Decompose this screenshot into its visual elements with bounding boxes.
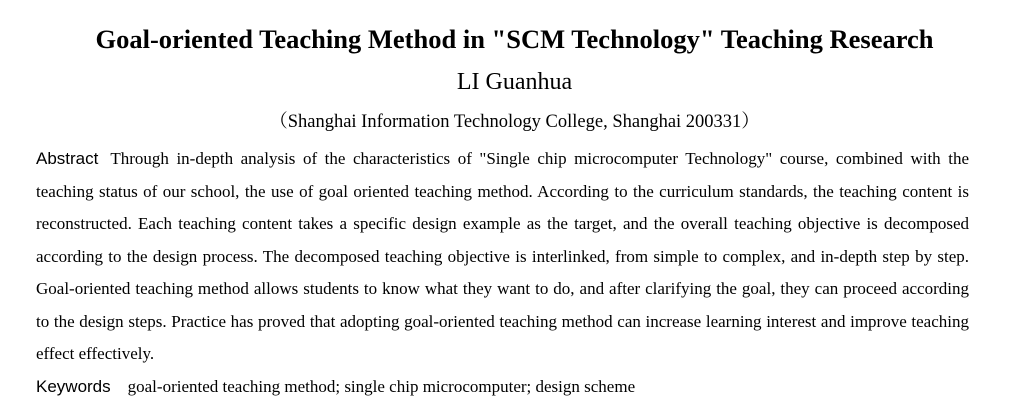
paper-title: Goal-oriented Teaching Method in "SCM Technology" Teaching Research (95, 24, 934, 54)
keywords-text: goal-oriented teaching method; single chip microcomputer; design scheme (127, 377, 636, 396)
keywords-section (36, 371, 969, 403)
author-affiliation: （Shanghai Information Technology College, Shanghai 200331） (269, 112, 760, 132)
abstract-section (36, 143, 969, 371)
abstract-label: Abstract (36, 149, 99, 168)
author-name: LI Guanhua (456, 69, 573, 95)
keywords-label: Keywords (36, 377, 111, 396)
abstract-text: Through in-depth analysis of the characteristics of "Single chip microcomputer Technology" course, combined with the teaching status of our school, the use of goal oriented teaching method. According to the curriculum standards, the teaching content is reconstructed. Each teaching content takes a specific design example as the target, and the overall teaching objective is decomposed according to the design process. The decomposed teaching objective is interlinked, from simple to complex, and in-depth step by step. Goal-oriented teaching method allows students to know what they want to do, and after clarifying the goal, they can proceed according to the design steps. Practice has proved that adopting goal-oriented teaching method can increase learning interest and improve teaching effect effectively. (36, 149, 969, 363)
